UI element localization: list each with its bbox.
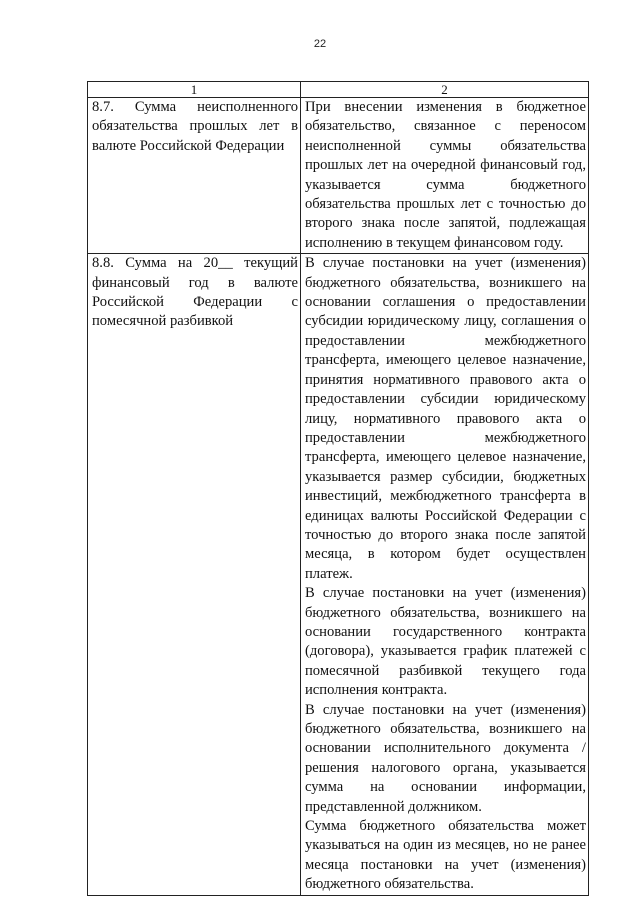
description-paragraph: В случае постановки на учет (изменения) бюджетного обязательства, возникшего на основании соглашения о предоставлении субсидии юридическому лицу, соглашения о предоставлении межбюджетного трансферта, имеющего целевое назначение, принятия нормативного правового акта о предоставлении субсидии юридическому лицу, нормативного правового акта о предоставлении межбюджетного трансферта, имеющего целевое назначение, указывается размер субсидии, бюджетных инвестиций, межбюджетного трансферта в единицах валюты Российской Федерации с точностью до второго знака после запятой месяца, в котором будет осуществлен платеж. [305,255,586,582]
table-header-row [88,82,589,98]
table-row [88,254,589,895]
field-name-cell [88,98,301,254]
field-description-cell [301,98,589,254]
field-name: 8.7. Сумма неисполненного обязательства прошлых лет в валюте Российской Федерации [92,99,298,154]
table-row [88,98,589,254]
field-description-cell [301,254,589,895]
description-paragraph: В случае постановки на учет (изменения) бюджетного обязательства, возникшего на основании государственного контракта (договора), указывается график платежей с помесячной разбивкой текущего года исполнения контракта. [305,585,586,699]
field-name-cell [88,254,301,895]
description-paragraph: При внесении изменения в бюджетное обязательство, связанное с переносом неисполненной суммы обязательства прошлых лет на очередной финансовый год, указывается сумма бюджетного обязательства прошлых лет с точностью до второго знака после запятой, подлежащая исполнению в текущем финансовом году. [305,99,586,251]
field-name: 8.8. Сумма на 20__ текущий финансовый год в валюте Российской Федерации с помесячной разбивкой [92,255,298,330]
page-number: 22 [313,38,327,50]
document-table [87,81,589,896]
description-paragraph: Сумма бюджетного обязательства может указываться на один из месяцев, но не ранее месяца постановки на учет (изменения) бюджетного обязательства. [305,818,586,893]
column-header-2: 2 [301,82,589,98]
description-paragraph: В случае постановки на учет (изменения) бюджетного обязательства, возникшего на основании исполнительного документа / решения налогового органа, указывается сумма на основании информации, представленной должником. [305,701,586,815]
column-header-1: 1 [88,82,301,98]
